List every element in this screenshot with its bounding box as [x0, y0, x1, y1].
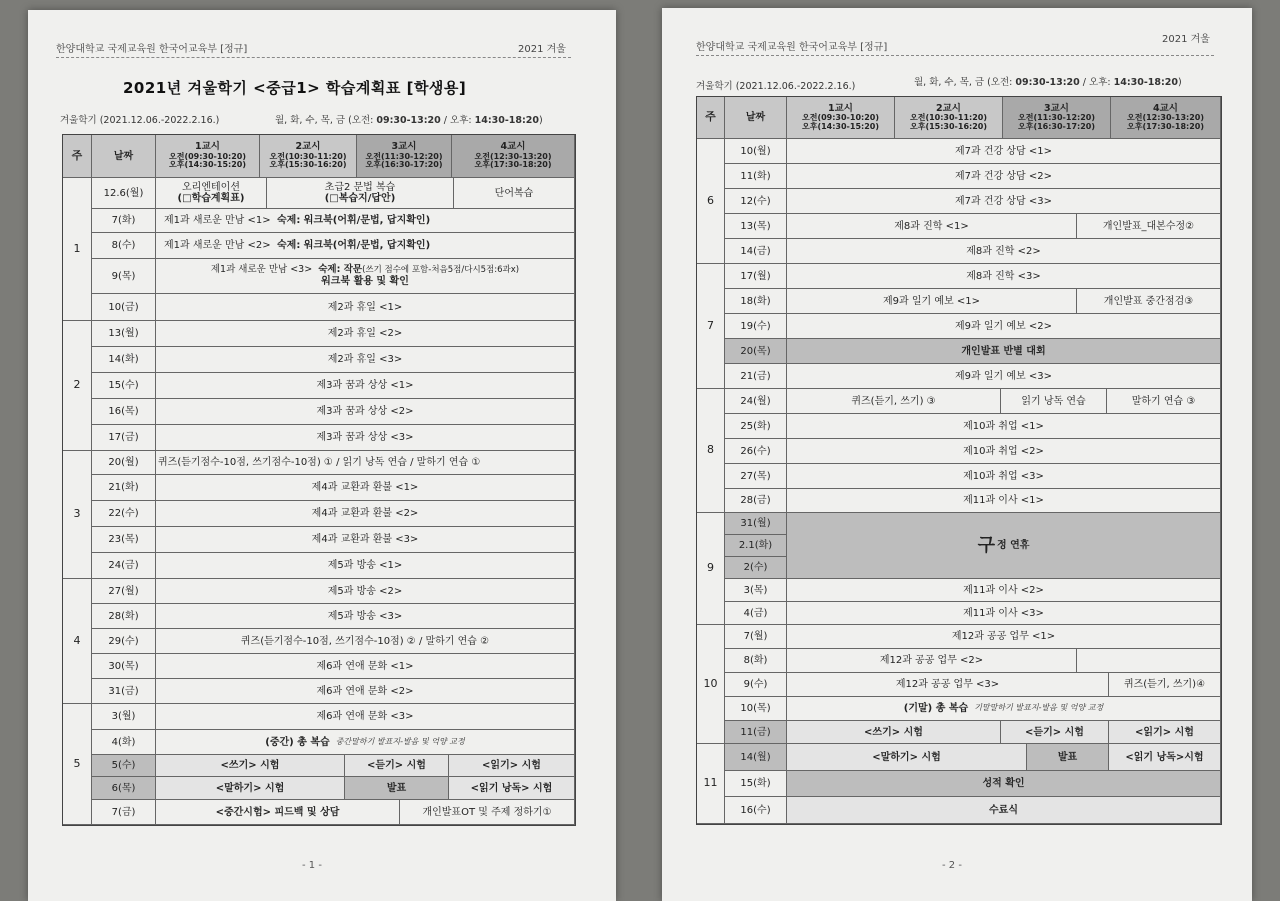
schedule-pm: 14:30-18:20 — [474, 115, 540, 126]
period-1-label: 1교시 — [828, 102, 853, 114]
schedule-cell: 제4과 교환과 환불 <1> — [156, 475, 575, 501]
schedule-prefix: 월, 화, 수, 목, 금 (오전: — [914, 77, 1016, 88]
week-7-cell: 7 — [697, 264, 725, 389]
schedule-cell — [156, 233, 575, 259]
date-cell: 23(목) — [92, 527, 156, 553]
period-4-am: 오전(12:30-13:20) — [1126, 113, 1205, 123]
schedule-cell: 제12과 공공 업무 <1> — [787, 625, 1221, 649]
schedule-cell: 제2과 휴일 <3> — [156, 347, 575, 373]
period-3-pm: 오후(16:30-17:20) — [365, 160, 443, 170]
date-cell: 20(목) — [725, 339, 787, 364]
schedule-cell: 제8과 진학 <3> — [787, 264, 1221, 289]
date-cell: 20(월) — [92, 451, 156, 475]
date-cell: 3(월) — [92, 704, 156, 730]
schedule-cell: 제10과 취업 <2> — [787, 439, 1221, 464]
date-cell: 9(수) — [725, 673, 787, 697]
date-cell: 28(화) — [92, 604, 156, 629]
schedule-cell: 제4과 교환과 환불 <2> — [156, 501, 575, 527]
schedule-cell: 제12과 공공 업무 <2> — [787, 649, 1077, 673]
schedule-cell: 제10과 취업 <3> — [787, 464, 1221, 489]
term-header: 2021 겨울 — [1162, 34, 1210, 45]
lesson-text: 제1과 새로운 만남 <2> — [164, 240, 271, 251]
date-cell: 5(수) — [92, 755, 156, 777]
schedule-cell: 제6과 연애 문화 <1> — [156, 654, 575, 679]
homework-note: (쓰기 점수에 포함-처음5점/다시5점:6과x) — [362, 265, 520, 276]
exam-cell: <말하기> 시험 — [156, 777, 345, 800]
schedule-cell — [1077, 649, 1221, 673]
exam-cell: <말하기> 시험 — [787, 744, 1027, 771]
header-week: 주 — [63, 135, 92, 178]
header-period-3 — [357, 135, 452, 178]
date-cell: 2(수) — [725, 557, 787, 579]
header-period-2 — [260, 135, 357, 178]
date-cell: 11(화) — [725, 164, 787, 189]
period-2-am: 오전(10:30-11:20) — [269, 151, 347, 161]
schedule-cell: 제8과 진학 <1> — [787, 214, 1077, 239]
schedule-suffix: ) — [1178, 77, 1182, 88]
date-cell: 17(월) — [725, 264, 787, 289]
exam-cell: <읽기> 시험 — [449, 755, 575, 777]
institution-header: 한양대학교 국제교육원 한국어교육부 [정규] — [696, 42, 888, 53]
schedule-cell: 제12과 공공 업무 <3> — [787, 673, 1109, 697]
institution-header: 한양대학교 국제교육원 한국어교육부 [정규] — [56, 44, 248, 55]
period-4-label: 4교시 — [1153, 102, 1178, 114]
handwritten-mark: 구 — [977, 534, 995, 556]
lesson-line — [211, 265, 519, 275]
exam-cell: <읽기 낭독> 시험 — [449, 777, 575, 800]
period-2-pm: 오후(15:30-16:20) — [909, 121, 988, 131]
week-3-cell: 3 — [63, 451, 92, 579]
date-cell: 24(월) — [725, 389, 787, 414]
schedule-cell: 제6과 연애 문화 <2> — [156, 679, 575, 704]
schedule-page-2 — [662, 8, 1252, 901]
schedule-cell: <중간시험> 피드백 및 상담 — [156, 800, 400, 825]
week-6-cell: 6 — [697, 139, 725, 264]
week-8-cell: 8 — [697, 389, 725, 513]
period-2-am: 오전(10:30-11:20) — [909, 113, 988, 123]
workbook-text: 워크북 활용 및 확인 — [321, 275, 409, 287]
schedule-mid: / 오후: — [1079, 77, 1114, 88]
schedule-prefix: 월, 화, 수, 목, 금 (오전: — [275, 115, 377, 126]
page-title: 2021년 겨울학기 <중급1> 학습계획표 [학생용] — [123, 79, 467, 97]
date-cell: 31(월) — [725, 513, 787, 535]
event-cell: 수료식 — [787, 797, 1221, 824]
schedule-cell — [267, 178, 454, 209]
exam-cell: <듣기> 시험 — [1001, 721, 1109, 744]
period-4-am: 오전(12:30-13:20) — [474, 151, 552, 161]
schedule-cell — [156, 730, 575, 755]
header-date: 날짜 — [92, 135, 156, 178]
date-cell: 13(목) — [725, 214, 787, 239]
date-cell: 19(수) — [725, 314, 787, 339]
header-period-4 — [452, 135, 575, 178]
period-2-pm: 오후(15:30-16:20) — [269, 160, 347, 170]
schedule-cell — [156, 209, 575, 233]
header-date: 날짜 — [725, 97, 787, 139]
period-3-am: 오전(11:30-12:20) — [1017, 113, 1096, 123]
lesson-text: 제1과 새로운 만남 <3> — [210, 264, 313, 276]
homework-text: 숙제: 워크북(어휘/문법, 답지확인) — [277, 215, 431, 226]
exam-cell: <읽기> 시험 — [1109, 721, 1221, 744]
date-cell: 14(화) — [92, 347, 156, 373]
homework-text: 숙제: 작문 — [318, 264, 363, 276]
header-divider — [56, 57, 571, 58]
period-1-pm: 오후(14:30-15:20) — [801, 121, 880, 131]
schedule-am: 09:30-13:20 — [376, 115, 441, 126]
exam-cell: <읽기 낭독>시험 — [1109, 744, 1221, 771]
header-divider — [696, 55, 1214, 56]
date-cell: 8(화) — [725, 649, 787, 673]
holiday-text: 정 연휴 — [996, 540, 1030, 551]
event-cell: 개인발표 반별 대회 — [787, 339, 1221, 364]
class-schedule — [914, 74, 1182, 88]
date-cell: 7(화) — [92, 209, 156, 233]
period-3-label: 3교시 — [1044, 102, 1069, 114]
orientation-note: (□학습계획표) — [177, 193, 245, 204]
schedule-cell: 제11과 이사 <2> — [787, 579, 1221, 602]
schedule-cell: 제11과 이사 <3> — [787, 602, 1221, 625]
schedule-am: 09:30-13:20 — [1015, 77, 1080, 88]
week-4-cell: 4 — [63, 579, 92, 704]
schedule-cell: 제9과 일기 예보 <3> — [787, 364, 1221, 389]
date-cell: 29(수) — [92, 629, 156, 654]
date-cell: 21(금) — [725, 364, 787, 389]
schedule-table-2 — [696, 96, 1222, 825]
schedule-cell: 제3과 꿈과 상상 <2> — [156, 399, 575, 425]
schedule-cell: 단어복습 — [454, 178, 575, 209]
term-period: 겨울학기 (2021.12.06.-2022.2.16.) — [696, 81, 856, 92]
date-cell: 13(월) — [92, 321, 156, 347]
date-cell: 25(화) — [725, 414, 787, 439]
schedule-pm: 14:30-18:20 — [1113, 77, 1179, 88]
schedule-mid: / 오후: — [440, 115, 475, 126]
date-cell: 12.6(월) — [92, 178, 156, 209]
date-cell: 15(수) — [92, 373, 156, 399]
week-2-cell: 2 — [63, 321, 92, 451]
schedule-cell — [787, 697, 1221, 721]
schedule-cell: 제9과 일기 예보 <1> — [787, 289, 1077, 314]
exam-cell: <쓰기> 시험 — [787, 721, 1001, 744]
date-cell: 7(금) — [92, 800, 156, 825]
date-cell: 6(목) — [92, 777, 156, 800]
date-cell: 16(수) — [725, 797, 787, 824]
schedule-cell: 제8과 진학 <2> — [787, 239, 1221, 264]
header-week: 주 — [697, 97, 725, 139]
date-cell: 10(목) — [725, 697, 787, 721]
period-1-am: 오전(09:30-10:20) — [168, 151, 247, 161]
week-10-cell: 10 — [697, 625, 725, 744]
schedule-cell: 제5과 방송 <2> — [156, 579, 575, 604]
header-period-2 — [895, 97, 1003, 139]
week-1-cell: 1 — [63, 178, 92, 321]
schedule-cell: 제6과 연애 문화 <3> — [156, 704, 575, 730]
schedule-cell — [156, 259, 575, 294]
homework-text: 숙제: 워크북(어휘/문법, 답지확인) — [277, 240, 431, 251]
exam-cell: <쓰기> 시험 — [156, 755, 345, 777]
date-cell: 9(목) — [92, 259, 156, 294]
schedule-cell: 제2과 휴일 <1> — [156, 294, 575, 321]
date-cell: 8(수) — [92, 233, 156, 259]
schedule-cell: 제9과 일기 예보 <2> — [787, 314, 1221, 339]
schedule-cell: 제5과 방송 <3> — [156, 604, 575, 629]
date-cell: 22(수) — [92, 501, 156, 527]
date-cell: 2.1(화) — [725, 535, 787, 557]
date-cell: 3(목) — [725, 579, 787, 602]
period-4-pm: 오후(17:30-18:20) — [1126, 121, 1205, 131]
schedule-cell: 개인발표 중간점검③ — [1077, 289, 1221, 314]
class-schedule — [275, 112, 543, 126]
week-5-cell: 5 — [63, 704, 92, 825]
event-cell: 성적 확인 — [787, 771, 1221, 797]
schedule-cell: 퀴즈(듣기점수-10점, 쓰기점수-10점) ② / 말하기 연습 ② — [156, 629, 575, 654]
exam-cell: 발표 — [345, 777, 449, 800]
period-3-pm: 오후(16:30-17:20) — [1017, 121, 1096, 131]
period-3-am: 오전(11:30-12:20) — [365, 151, 443, 161]
schedule-cell: 제2과 휴일 <2> — [156, 321, 575, 347]
orientation-text: 오리엔테이션 — [182, 182, 240, 193]
period-4-label: 4교시 — [500, 141, 526, 153]
period-1-am: 오전(09:30-10:20) — [801, 113, 880, 123]
date-cell: 12(수) — [725, 189, 787, 214]
date-cell: 16(목) — [92, 399, 156, 425]
date-cell: 10(금) — [92, 294, 156, 321]
date-cell: 14(월) — [725, 744, 787, 771]
review-text: 초급2 문법 복습 — [324, 182, 396, 193]
holiday-cell — [787, 513, 1221, 579]
schedule-cell: 제10과 취업 <1> — [787, 414, 1221, 439]
schedule-cell: 제11과 이사 <1> — [787, 489, 1221, 513]
date-cell: 7(월) — [725, 625, 787, 649]
schedule-cell: 제7과 건강 상담 <1> — [787, 139, 1221, 164]
date-cell: 27(목) — [725, 464, 787, 489]
period-2-label: 2교시 — [936, 102, 961, 114]
schedule-cell: 개인발표OT 및 주제 정하기① — [400, 800, 575, 825]
date-cell: 31(금) — [92, 679, 156, 704]
date-cell: 15(화) — [725, 771, 787, 797]
schedule-suffix: ) — [539, 115, 543, 126]
date-cell: 11(금) — [725, 721, 787, 744]
review-note: 기말말하기 발표지-발음 및 억양 교정 — [974, 703, 1104, 713]
date-cell: 30(목) — [92, 654, 156, 679]
page-number: - 1 - — [302, 860, 322, 871]
term-period: 겨울학기 (2021.12.06.-2022.2.16.) — [60, 115, 220, 126]
schedule-cell: 제7과 건강 상담 <2> — [787, 164, 1221, 189]
exam-cell: <듣기> 시험 — [345, 755, 449, 777]
schedule-cell: 개인발표_대본수정② — [1077, 214, 1221, 239]
review-note: 중간말하기 발표지-발음 및 억양 교정 — [335, 736, 465, 746]
schedule-cell — [156, 178, 267, 209]
schedule-cell: 제4과 교환과 환불 <3> — [156, 527, 575, 553]
schedule-cell: 제3과 꿈과 상상 <1> — [156, 373, 575, 399]
term-header: 2021 겨울 — [518, 44, 566, 55]
date-cell: 21(화) — [92, 475, 156, 501]
date-cell: 4(화) — [92, 730, 156, 755]
date-cell: 26(수) — [725, 439, 787, 464]
period-3-label: 3교시 — [391, 141, 417, 153]
schedule-cell: 말하기 연습 ③ — [1107, 389, 1221, 414]
schedule-cell: 제7과 건강 상담 <3> — [787, 189, 1221, 214]
week-11-cell: 11 — [697, 744, 725, 824]
schedule-cell: 퀴즈(듣기점수-10점, 쓰기점수-10점) ① / 읽기 낭독 연습 / 말하기 연습 ① — [156, 451, 575, 475]
period-1-label: 1교시 — [195, 141, 220, 153]
header-period-4 — [1111, 97, 1221, 139]
date-cell: 28(금) — [725, 489, 787, 513]
date-cell: 24(금) — [92, 553, 156, 579]
header-period-3 — [1003, 97, 1111, 139]
date-cell: 10(월) — [725, 139, 787, 164]
schedule-cell: 퀴즈(듣기, 쓰기)④ — [1109, 673, 1221, 697]
review-text: (기말) 총 복습 — [903, 703, 969, 714]
period-1-pm: 오후(14:30-15:20) — [168, 160, 247, 170]
period-2-label: 2교시 — [295, 141, 321, 153]
schedule-cell: 제5과 방송 <1> — [156, 553, 575, 579]
date-cell: 4(금) — [725, 602, 787, 625]
schedule-cell: 제3과 꿈과 상상 <3> — [156, 425, 575, 451]
schedule-page-1 — [28, 10, 616, 901]
exam-cell: 발표 — [1027, 744, 1109, 771]
week-9-cell: 9 — [697, 513, 725, 625]
lesson-text: 제1과 새로운 만남 <1> — [164, 215, 271, 226]
review-note: (□복습지/답안) — [324, 193, 396, 204]
schedule-cell: 퀴즈(듣기, 쓰기) ③ — [787, 389, 1001, 414]
period-4-pm: 오후(17:30-18:20) — [474, 160, 552, 170]
header-period-1 — [156, 135, 260, 178]
date-cell: 14(금) — [725, 239, 787, 264]
page-number: - 2 - — [942, 860, 962, 871]
date-cell: 17(금) — [92, 425, 156, 451]
schedule-cell: 읽기 낭독 연습 — [1001, 389, 1107, 414]
date-cell: 18(화) — [725, 289, 787, 314]
date-cell: 27(월) — [92, 579, 156, 604]
schedule-table-1 — [62, 134, 576, 826]
header-period-1 — [787, 97, 895, 139]
review-text: (중간) 총 복습 — [265, 736, 330, 748]
